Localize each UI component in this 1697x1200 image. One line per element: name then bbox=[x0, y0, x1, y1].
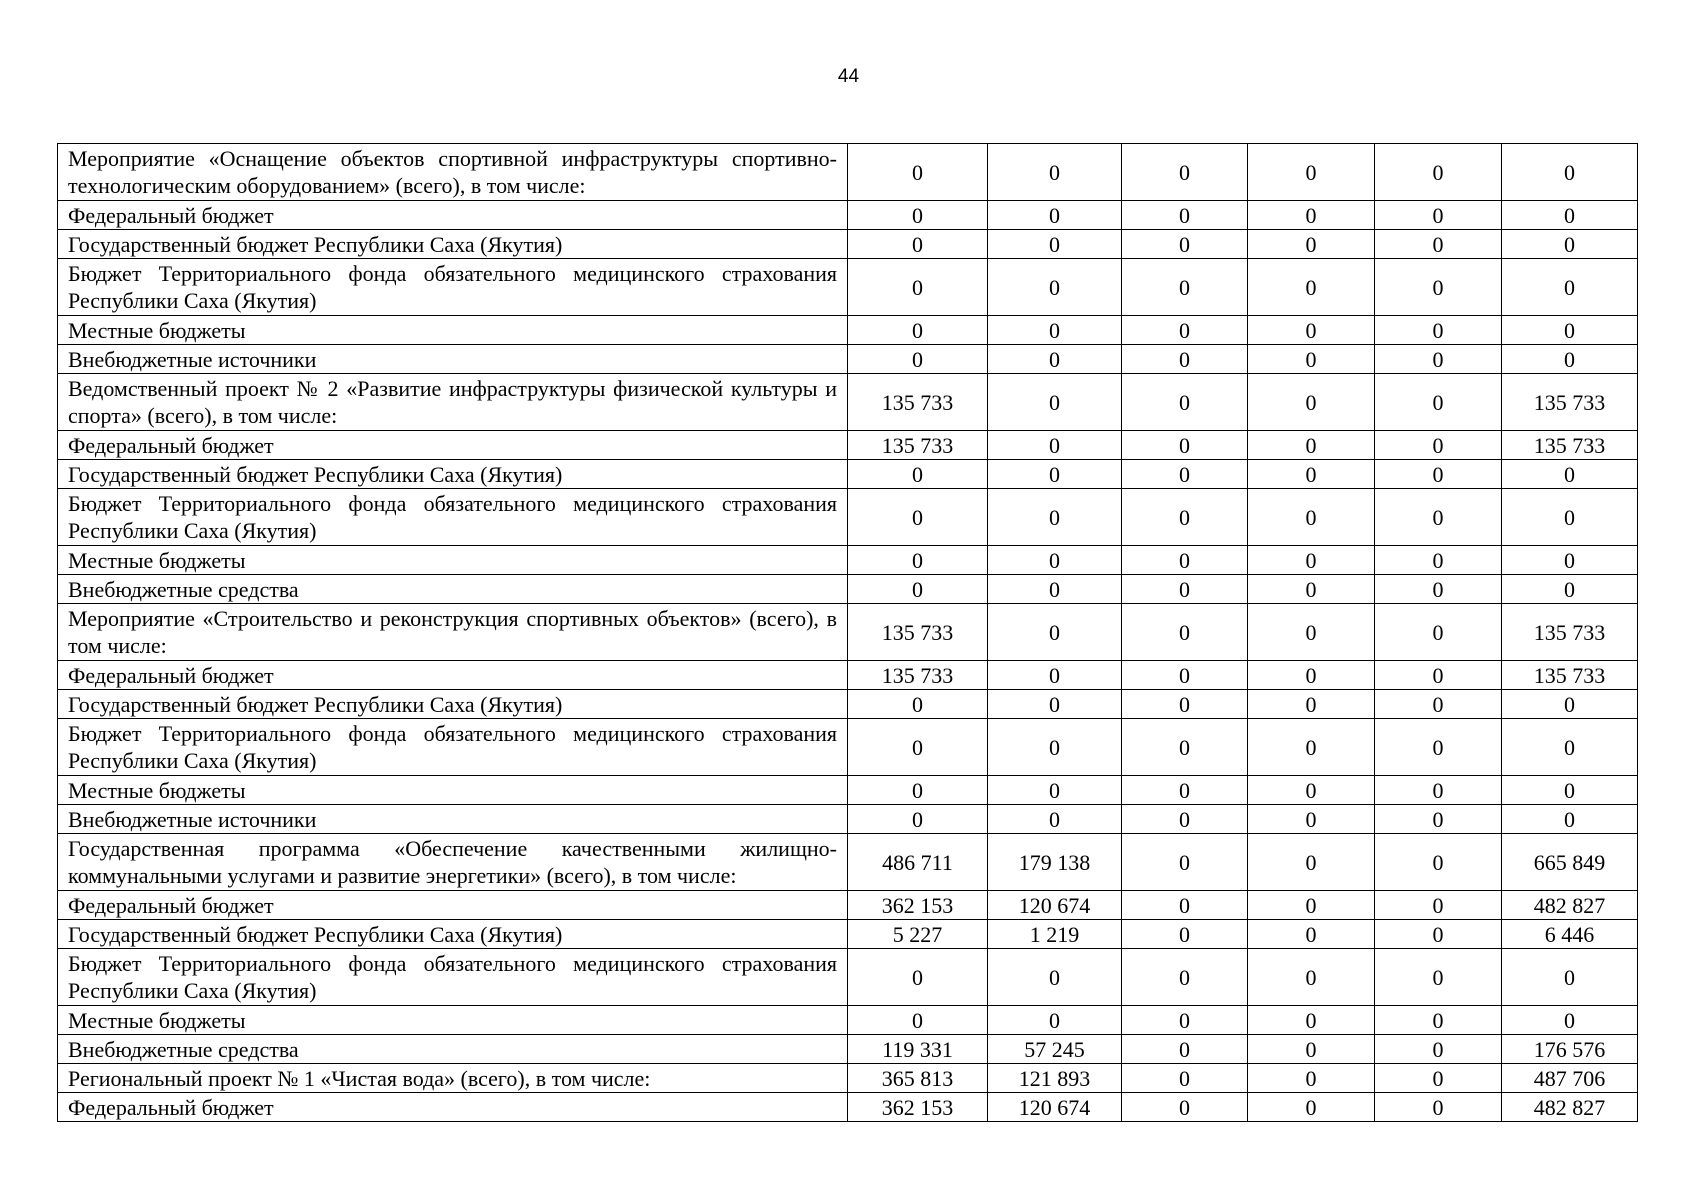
value-cell: 0 bbox=[1122, 575, 1248, 604]
value-cell: 0 bbox=[1502, 489, 1638, 546]
value-cell: 5 227 bbox=[848, 920, 988, 949]
row-label: Федеральный бюджет bbox=[58, 201, 848, 230]
row-label: Государственная программа «Обеспечение качественными жилищно-коммунальными услугами и развитие энергетики» (всего), в том числе: bbox=[58, 834, 848, 891]
value-cell: 1 219 bbox=[988, 920, 1122, 949]
value-cell: 0 bbox=[988, 805, 1122, 834]
value-cell: 0 bbox=[1122, 259, 1248, 316]
table-row bbox=[58, 834, 1638, 891]
value-cell: 0 bbox=[1375, 776, 1502, 805]
value-cell: 0 bbox=[1502, 690, 1638, 719]
row-label: Внебюджетные средства bbox=[58, 1035, 848, 1064]
value-cell: 0 bbox=[988, 719, 1122, 776]
value-cell: 0 bbox=[1375, 259, 1502, 316]
value-cell: 0 bbox=[1502, 259, 1638, 316]
value-cell: 0 bbox=[848, 259, 988, 316]
value-cell: 0 bbox=[988, 661, 1122, 690]
value-cell: 0 bbox=[1248, 1064, 1375, 1093]
value-cell: 0 bbox=[1248, 834, 1375, 891]
table-row bbox=[58, 661, 1638, 690]
value-cell: 0 bbox=[1122, 1006, 1248, 1035]
table-row bbox=[58, 374, 1638, 431]
row-label: Государственный бюджет Республики Саха (Якутия) bbox=[58, 460, 848, 489]
value-cell: 0 bbox=[1122, 604, 1248, 661]
table-row bbox=[58, 891, 1638, 920]
value-cell: 0 bbox=[1122, 776, 1248, 805]
row-label: Бюджет Территориального фонда обязательного медицинского страхования Республики Саха (Якутия) bbox=[58, 719, 848, 776]
value-cell: 0 bbox=[848, 949, 988, 1006]
value-cell: 0 bbox=[1248, 489, 1375, 546]
value-cell: 0 bbox=[848, 575, 988, 604]
table-row bbox=[58, 1006, 1638, 1035]
value-cell: 0 bbox=[1375, 604, 1502, 661]
budget-table-body bbox=[58, 144, 1638, 1122]
value-cell: 0 bbox=[1375, 546, 1502, 575]
value-cell: 0 bbox=[1248, 575, 1375, 604]
value-cell: 0 bbox=[1375, 690, 1502, 719]
value-cell: 0 bbox=[1122, 661, 1248, 690]
value-cell: 0 bbox=[988, 201, 1122, 230]
value-cell: 135 733 bbox=[848, 431, 988, 460]
table-row bbox=[58, 316, 1638, 345]
value-cell: 0 bbox=[848, 230, 988, 259]
value-cell: 0 bbox=[1502, 575, 1638, 604]
row-label: Федеральный бюджет bbox=[58, 431, 848, 460]
value-cell: 0 bbox=[1122, 1093, 1248, 1122]
value-cell: 0 bbox=[1122, 805, 1248, 834]
value-cell: 0 bbox=[1375, 834, 1502, 891]
value-cell: 0 bbox=[1375, 805, 1502, 834]
value-cell: 121 893 bbox=[988, 1064, 1122, 1093]
value-cell: 0 bbox=[1375, 431, 1502, 460]
value-cell: 482 827 bbox=[1502, 891, 1638, 920]
value-cell: 0 bbox=[1122, 949, 1248, 1006]
value-cell: 0 bbox=[1122, 920, 1248, 949]
value-cell: 0 bbox=[988, 230, 1122, 259]
value-cell: 0 bbox=[988, 345, 1122, 374]
value-cell: 0 bbox=[988, 374, 1122, 431]
value-cell: 0 bbox=[1248, 1035, 1375, 1064]
value-cell: 0 bbox=[1122, 1035, 1248, 1064]
value-cell: 0 bbox=[1375, 719, 1502, 776]
value-cell: 0 bbox=[1248, 316, 1375, 345]
value-cell: 0 bbox=[1122, 316, 1248, 345]
value-cell: 135 733 bbox=[848, 604, 988, 661]
value-cell: 0 bbox=[1375, 891, 1502, 920]
value-cell: 0 bbox=[1502, 1006, 1638, 1035]
table-row bbox=[58, 920, 1638, 949]
value-cell: 482 827 bbox=[1502, 1093, 1638, 1122]
value-cell: 0 bbox=[988, 259, 1122, 316]
table-row bbox=[58, 776, 1638, 805]
value-cell: 0 bbox=[1248, 431, 1375, 460]
value-cell: 0 bbox=[1248, 920, 1375, 949]
table-row bbox=[58, 230, 1638, 259]
value-cell: 0 bbox=[1248, 776, 1375, 805]
value-cell: 0 bbox=[848, 546, 988, 575]
row-label: Государственный бюджет Республики Саха (Якутия) bbox=[58, 230, 848, 259]
value-cell: 0 bbox=[1122, 834, 1248, 891]
value-cell: 0 bbox=[1248, 604, 1375, 661]
value-cell: 0 bbox=[1248, 546, 1375, 575]
value-cell: 179 138 bbox=[988, 834, 1122, 891]
value-cell: 0 bbox=[1122, 891, 1248, 920]
table-row bbox=[58, 949, 1638, 1006]
row-label: Внебюджетные средства bbox=[58, 575, 848, 604]
value-cell: 0 bbox=[988, 690, 1122, 719]
value-cell: 0 bbox=[848, 719, 988, 776]
value-cell: 665 849 bbox=[1502, 834, 1638, 891]
table-row bbox=[58, 604, 1638, 661]
value-cell: 0 bbox=[1248, 1006, 1375, 1035]
row-label: Бюджет Территориального фонда обязательного медицинского страхования Республики Саха (Якутия) bbox=[58, 489, 848, 546]
value-cell: 0 bbox=[1248, 1093, 1375, 1122]
value-cell: 119 331 bbox=[848, 1035, 988, 1064]
budget-table bbox=[57, 143, 1638, 1122]
value-cell: 0 bbox=[1375, 661, 1502, 690]
value-cell: 0 bbox=[1248, 661, 1375, 690]
value-cell: 0 bbox=[1122, 431, 1248, 460]
table-row bbox=[58, 345, 1638, 374]
value-cell: 0 bbox=[1375, 345, 1502, 374]
row-label: Государственный бюджет Республики Саха (Якутия) bbox=[58, 920, 848, 949]
table-row bbox=[58, 144, 1638, 201]
value-cell: 0 bbox=[988, 144, 1122, 201]
value-cell: 362 153 bbox=[848, 891, 988, 920]
value-cell: 135 733 bbox=[1502, 431, 1638, 460]
value-cell: 135 733 bbox=[848, 661, 988, 690]
value-cell: 0 bbox=[1502, 776, 1638, 805]
table-row bbox=[58, 1093, 1638, 1122]
value-cell: 365 813 bbox=[848, 1064, 988, 1093]
value-cell: 0 bbox=[1122, 719, 1248, 776]
value-cell: 0 bbox=[988, 575, 1122, 604]
value-cell: 0 bbox=[1248, 719, 1375, 776]
value-cell: 57 245 bbox=[988, 1035, 1122, 1064]
value-cell: 135 733 bbox=[1502, 374, 1638, 431]
value-cell: 0 bbox=[1375, 949, 1502, 1006]
value-cell: 0 bbox=[848, 776, 988, 805]
value-cell: 0 bbox=[1248, 201, 1375, 230]
value-cell: 487 706 bbox=[1502, 1064, 1638, 1093]
value-cell: 0 bbox=[1375, 489, 1502, 546]
value-cell: 0 bbox=[1375, 316, 1502, 345]
value-cell: 0 bbox=[1248, 374, 1375, 431]
value-cell: 0 bbox=[1248, 230, 1375, 259]
value-cell: 0 bbox=[1502, 949, 1638, 1006]
value-cell: 0 bbox=[988, 1006, 1122, 1035]
value-cell: 0 bbox=[1375, 1006, 1502, 1035]
value-cell: 0 bbox=[988, 546, 1122, 575]
value-cell: 0 bbox=[1122, 374, 1248, 431]
value-cell: 0 bbox=[848, 690, 988, 719]
value-cell: 0 bbox=[1502, 230, 1638, 259]
value-cell: 0 bbox=[1502, 546, 1638, 575]
row-label: Местные бюджеты bbox=[58, 316, 848, 345]
value-cell: 0 bbox=[1502, 345, 1638, 374]
table-row bbox=[58, 719, 1638, 776]
row-label: Федеральный бюджет bbox=[58, 1093, 848, 1122]
value-cell: 0 bbox=[848, 805, 988, 834]
value-cell: 0 bbox=[1375, 374, 1502, 431]
row-label: Мероприятие «Строительство и реконструкция спортивных объектов» (всего), в том числе: bbox=[58, 604, 848, 661]
value-cell: 0 bbox=[1375, 1035, 1502, 1064]
value-cell: 362 153 bbox=[848, 1093, 988, 1122]
table-row bbox=[58, 1035, 1638, 1064]
row-label: Бюджет Территориального фонда обязательного медицинского страхования Республики Саха (Якутия) bbox=[58, 949, 848, 1006]
value-cell: 0 bbox=[1248, 345, 1375, 374]
value-cell: 0 bbox=[1248, 460, 1375, 489]
value-cell: 0 bbox=[848, 345, 988, 374]
value-cell: 0 bbox=[988, 316, 1122, 345]
value-cell: 0 bbox=[1122, 489, 1248, 546]
value-cell: 0 bbox=[988, 460, 1122, 489]
value-cell: 0 bbox=[1248, 690, 1375, 719]
row-label: Внебюджетные источники bbox=[58, 345, 848, 374]
row-label: Мероприятие «Оснащение объектов спортивной инфраструктуры спортивно-технологическим оборудованием» (всего), в том числе: bbox=[58, 144, 848, 201]
value-cell: 0 bbox=[1122, 690, 1248, 719]
table-row bbox=[58, 259, 1638, 316]
row-label: Бюджет Территориального фонда обязательного медицинского страхования Республики Саха (Якутия) bbox=[58, 259, 848, 316]
value-cell: 0 bbox=[1502, 144, 1638, 201]
row-label: Местные бюджеты bbox=[58, 546, 848, 575]
value-cell: 0 bbox=[988, 949, 1122, 1006]
table-row bbox=[58, 201, 1638, 230]
value-cell: 0 bbox=[1248, 144, 1375, 201]
table-row bbox=[58, 805, 1638, 834]
value-cell: 0 bbox=[1248, 891, 1375, 920]
table-row bbox=[58, 460, 1638, 489]
value-cell: 0 bbox=[1122, 460, 1248, 489]
value-cell: 0 bbox=[848, 489, 988, 546]
value-cell: 0 bbox=[1122, 144, 1248, 201]
row-label: Ведомственный проект № 2 «Развитие инфраструктуры физической культуры и спорта» (всего), в том числе: bbox=[58, 374, 848, 431]
value-cell: 135 733 bbox=[1502, 661, 1638, 690]
value-cell: 0 bbox=[1248, 949, 1375, 1006]
value-cell: 0 bbox=[1122, 1064, 1248, 1093]
value-cell: 0 bbox=[1375, 920, 1502, 949]
value-cell: 120 674 bbox=[988, 891, 1122, 920]
value-cell: 120 674 bbox=[988, 1093, 1122, 1122]
value-cell: 0 bbox=[1502, 719, 1638, 776]
value-cell: 0 bbox=[848, 201, 988, 230]
value-cell: 0 bbox=[1375, 230, 1502, 259]
value-cell: 0 bbox=[848, 460, 988, 489]
page-number: 44 bbox=[837, 66, 860, 87]
value-cell: 0 bbox=[1248, 805, 1375, 834]
value-cell: 0 bbox=[1375, 201, 1502, 230]
value-cell: 0 bbox=[1502, 460, 1638, 489]
row-label: Местные бюджеты bbox=[58, 776, 848, 805]
value-cell: 0 bbox=[1375, 144, 1502, 201]
value-cell: 0 bbox=[1122, 345, 1248, 374]
table-row bbox=[58, 431, 1638, 460]
value-cell: 0 bbox=[1122, 201, 1248, 230]
value-cell: 0 bbox=[1375, 575, 1502, 604]
value-cell: 0 bbox=[1122, 230, 1248, 259]
row-label: Региональный проект № 1 «Чистая вода» (всего), в том числе: bbox=[58, 1064, 848, 1093]
value-cell: 0 bbox=[988, 604, 1122, 661]
value-cell: 176 576 bbox=[1502, 1035, 1638, 1064]
value-cell: 6 446 bbox=[1502, 920, 1638, 949]
value-cell: 0 bbox=[988, 431, 1122, 460]
value-cell: 135 733 bbox=[848, 374, 988, 431]
value-cell: 0 bbox=[1122, 546, 1248, 575]
value-cell: 0 bbox=[848, 316, 988, 345]
value-cell: 0 bbox=[1502, 201, 1638, 230]
value-cell: 0 bbox=[988, 776, 1122, 805]
value-cell: 0 bbox=[1248, 259, 1375, 316]
row-label: Местные бюджеты bbox=[58, 1006, 848, 1035]
table-row bbox=[58, 575, 1638, 604]
value-cell: 0 bbox=[1375, 460, 1502, 489]
row-label: Внебюджетные источники bbox=[58, 805, 848, 834]
table-row bbox=[58, 690, 1638, 719]
value-cell: 0 bbox=[1375, 1064, 1502, 1093]
value-cell: 0 bbox=[848, 144, 988, 201]
value-cell: 0 bbox=[1502, 316, 1638, 345]
value-cell: 135 733 bbox=[1502, 604, 1638, 661]
row-label: Федеральный бюджет bbox=[58, 891, 848, 920]
row-label: Государственный бюджет Республики Саха (Якутия) bbox=[58, 690, 848, 719]
value-cell: 0 bbox=[988, 489, 1122, 546]
value-cell: 0 bbox=[848, 1006, 988, 1035]
table-row bbox=[58, 489, 1638, 546]
table-row bbox=[58, 1064, 1638, 1093]
value-cell: 0 bbox=[1375, 1093, 1502, 1122]
value-cell: 0 bbox=[1502, 805, 1638, 834]
row-label: Федеральный бюджет bbox=[58, 661, 848, 690]
value-cell: 486 711 bbox=[848, 834, 988, 891]
table-row bbox=[58, 546, 1638, 575]
